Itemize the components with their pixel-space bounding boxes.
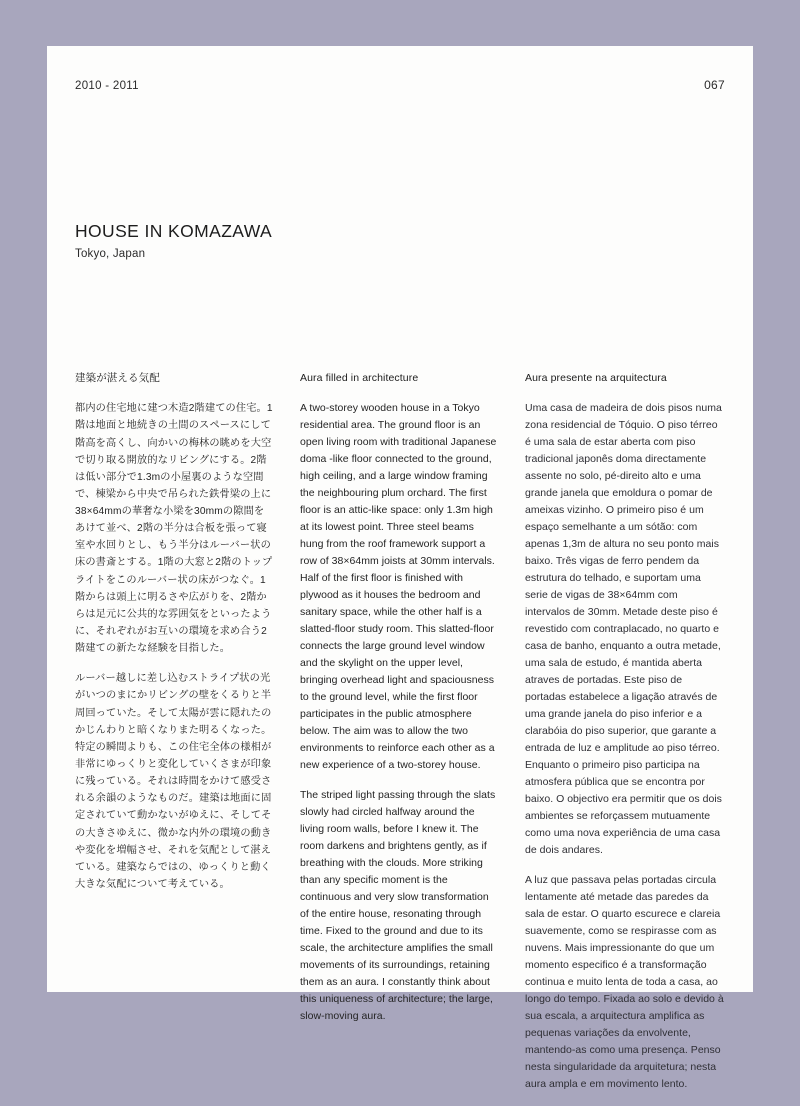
paragraph: A luz que passava pelas portadas circula lentamente até metade das paredes da sala de estar. O quarto escurece e clareia suavemente, como se respirasse com as nuvens. Mais impressionante do que um momento especifico é a transformação continua e muito lenta de toda a casa, ao longo do tempo. Fixada ao solo e devido à sua escala, a arquitectura amplifica as pequenas variações da envolvente, mantendo-as como uma presença. Penso nesta singularidade da arquitetura; nesta aura ampla e em movimento lento.: [525, 874, 724, 1091]
page-header: [75, 78, 725, 92]
column-heading-english: Aura filled in architecture: [300, 372, 419, 384]
column-japanese: [75, 371, 274, 1106]
column-heading-japanese: 建築が湛える気配: [75, 372, 160, 384]
column-portuguese: [525, 371, 724, 1106]
page-subtitle: Tokyo, Japan: [75, 248, 146, 260]
paragraph: Uma casa de madeira de dois pisos numa zona residencial de Tóquio. O piso térreo é uma sala de estar aberta com piso tradicional japonês doma directamente assente no solo, pé-direito alto e uma grande janela que emoldura o pomar de ameixas vizinho. O primeiro piso é um espaço semelhante a um sótão: com apenas 1,3m de altura no seu ponto mais baixo. Três vigas de ferro pendem da estrutura do telhado, e suportam uma serie de vigas de 38×64mm com intervalos de 30mm. Metade deste piso é revestido com contraplacado, no quarto e casa de banho, enquanto a outra metade, uma sala de estudo, é mantida aberta atraves de portadas. Este piso de portadas estabelece a ligação através de uma grande janela do piso inferior e a clarabóia do piso superior, que garante a entrada de luz e amplitude ao piso térreo. Enquanto o primeiro piso participa na atmosfera pública que se encontra por baixo. O objectivo era permitir que os dois ambientes se reforçassem mutuamente como uma nova experiência de uma casa de dois andares.: [525, 402, 722, 857]
title-block: [75, 221, 575, 260]
page-title: HOUSE IN KOMAZAWA: [75, 221, 273, 241]
header-years: 2010 - 2011: [75, 80, 139, 92]
column-heading-portuguese: Aura presente na arquitectura: [525, 372, 667, 384]
text-columns: [75, 371, 725, 1106]
column-english: [300, 371, 499, 1106]
paragraph: A two-storey wooden house in a Tokyo residential area. The ground floor is an open living room with traditional Japanese doma -like floor connected to the ground, high ceiling, and a large window framing the neighbouring plum orchard. The first floor is an attic-like space: only 1.3m high at its lowest point. Three steel beams hung from the roof framework support a row of 38×64mm joists at 30mm intervals. Half of the first floor is finished with plywood as it houses the bedroom and sanitary space, while the other half is a slatted-floor study room. This slatted-floor connects the large ground level window and the skylight on the upper level, bringing overhead light and spaciousness to the ground level, while the first floor participates in the public atmosphere below. The aim was to allow the two environments to reinforce each other as a new experience of a two-storey house.: [300, 402, 497, 772]
document-page: [47, 46, 753, 1091]
paragraph: The striped light passing through the slats slowly had circled halfway around the living room walls, before I knew it. The room darkens and brightens gently, as if breathing with the clouds. More striking than any specific moment is the continuous and very slow transformation of the entire house, resonating through time. Fixed to the ground and due to its scale, the architecture amplifies the small movements of its surroundings, retaining them as an aura. I constantly think about this uniqueness of architecture; the large, slow-moving aura.: [300, 789, 496, 1023]
paragraph: ルーバー越しに差し込むストライプ状の光がいつのまにかリビングの壁をくるりと半周回っていた。そして太陽が雲に隠れたのかじんわりと暗くなりまた明るくなった。特定の瞬間よりも、この住宅全体の様相が非常にゆっくりと変化していくさまが印象に残っている。それは時間をかけて感受される余韻のようなものだ。建築は地面に固定されていて動かないがゆえに、そしてその大きさゆえに、微かな内外の環境の動きや変化を増幅させ、それを気配として湛えている。建築ならではの、ゆっくりと動く大きな気配について考えている。: [75, 673, 272, 891]
page-number: 067: [704, 78, 725, 92]
paragraph: 都内の住宅地に建つ木造2階建ての住宅。1階は地面と地続きの土間のスペースにして階高を高くし、向かいの梅林の眺めを大空で切り取る開放的なリビングにする。2階は低い部分で1.3mの小屋裏のような空間で、棟梁から中央で吊られた鉄骨梁の上に38×64mmの華奢な小梁を30mmの隙間をあけて並べ、2階の半分は合板を張って寝室や水回りとし、もう半分はルーバー状の床の書斎とする。1階の大窓と2階のトップライトをこのルーバー状の床がつなぐ。1階からは頭上に明るさや広がりを、2階からは足元に公共的な雰囲気をといったように、それぞれがお互いの環境を求め合う2階建ての新たな経験を目指した。: [75, 403, 273, 655]
